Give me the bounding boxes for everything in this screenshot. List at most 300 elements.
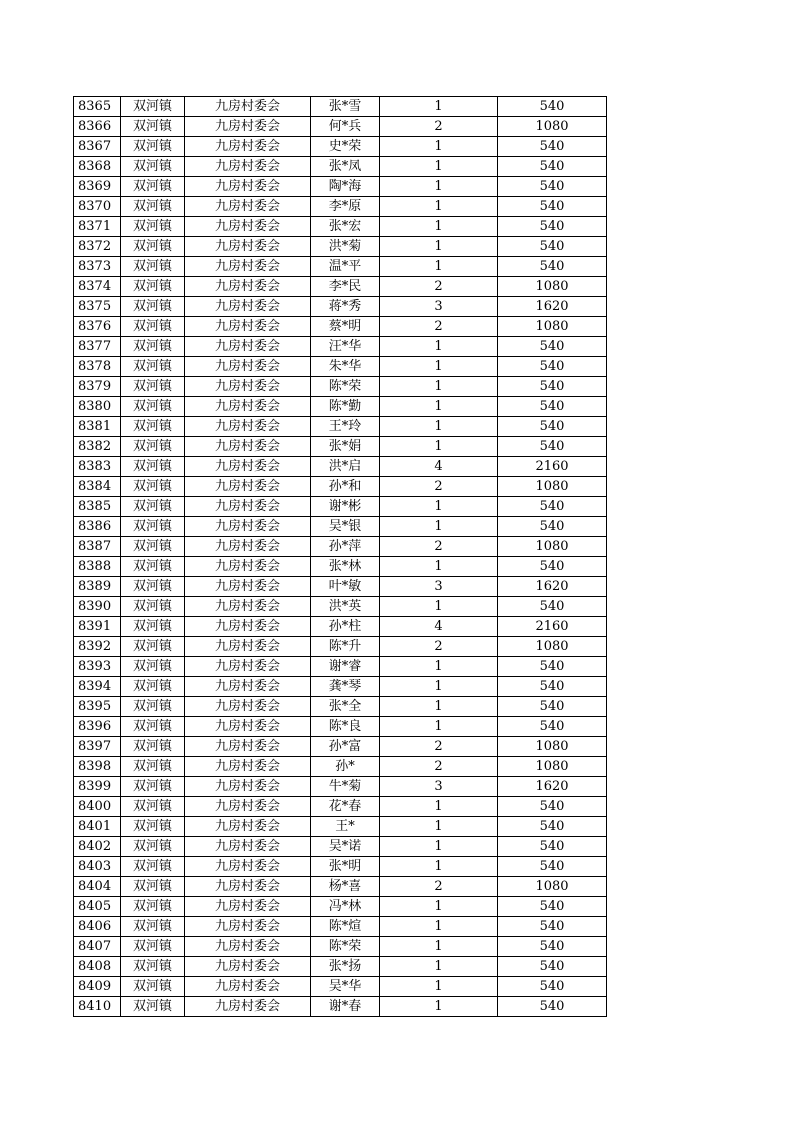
household-count-cell: 1 [380, 437, 498, 457]
amount-cell: 540 [498, 657, 607, 677]
village-committee-cell: 九房村委会 [185, 877, 311, 897]
town-cell: 双河镇 [121, 537, 185, 557]
amount-cell: 1080 [498, 757, 607, 777]
name-cell: 张*全 [311, 697, 380, 717]
table-row [74, 977, 607, 997]
village-committee-cell: 九房村委会 [185, 277, 311, 297]
amount-cell: 1080 [498, 537, 607, 557]
town-cell: 双河镇 [121, 157, 185, 177]
amount-cell: 1080 [498, 317, 607, 337]
household-count-cell: 1 [380, 157, 498, 177]
village-committee-cell: 九房村委会 [185, 977, 311, 997]
amount-cell: 540 [498, 97, 607, 117]
household-count-cell: 2 [380, 477, 498, 497]
town-cell: 双河镇 [121, 497, 185, 517]
household-count-cell: 3 [380, 577, 498, 597]
name-cell: 张*娟 [311, 437, 380, 457]
row-number-cell: 8405 [74, 897, 121, 917]
row-number-cell: 8385 [74, 497, 121, 517]
town-cell: 双河镇 [121, 377, 185, 397]
row-number-cell: 8366 [74, 117, 121, 137]
name-cell: 洪*启 [311, 457, 380, 477]
village-committee-cell: 九房村委会 [185, 137, 311, 157]
table-row [74, 397, 607, 417]
name-cell: 王* [311, 817, 380, 837]
amount-cell: 2160 [498, 457, 607, 477]
table-row [74, 717, 607, 737]
household-count-cell: 1 [380, 137, 498, 157]
table-row [74, 97, 607, 117]
amount-cell: 540 [498, 677, 607, 697]
village-committee-cell: 九房村委会 [185, 617, 311, 637]
village-committee-cell: 九房村委会 [185, 357, 311, 377]
name-cell: 吴*诺 [311, 837, 380, 857]
row-number-cell: 8374 [74, 277, 121, 297]
table-row [74, 957, 607, 977]
table-row [74, 697, 607, 717]
household-count-cell: 1 [380, 917, 498, 937]
table-row [74, 257, 607, 277]
amount-cell: 540 [498, 157, 607, 177]
village-committee-cell: 九房村委会 [185, 497, 311, 517]
household-count-cell: 2 [380, 637, 498, 657]
table-row [74, 917, 607, 937]
row-number-cell: 8389 [74, 577, 121, 597]
town-cell: 双河镇 [121, 457, 185, 477]
table-row [74, 937, 607, 957]
amount-cell: 540 [498, 997, 607, 1017]
amount-cell: 540 [498, 217, 607, 237]
amount-cell: 540 [498, 257, 607, 277]
village-committee-cell: 九房村委会 [185, 857, 311, 877]
village-committee-cell: 九房村委会 [185, 117, 311, 137]
table-row [74, 597, 607, 617]
town-cell: 双河镇 [121, 277, 185, 297]
subsidy-table [73, 96, 607, 1017]
village-committee-cell: 九房村委会 [185, 177, 311, 197]
row-number-cell: 8386 [74, 517, 121, 537]
town-cell: 双河镇 [121, 597, 185, 617]
town-cell: 双河镇 [121, 397, 185, 417]
amount-cell: 540 [498, 717, 607, 737]
table-row [74, 797, 607, 817]
row-number-cell: 8403 [74, 857, 121, 877]
household-count-cell: 2 [380, 317, 498, 337]
name-cell: 陈*良 [311, 717, 380, 737]
town-cell: 双河镇 [121, 797, 185, 817]
table-row [74, 117, 607, 137]
row-number-cell: 8380 [74, 397, 121, 417]
village-committee-cell: 九房村委会 [185, 897, 311, 917]
table-row [74, 217, 607, 237]
name-cell: 杨*喜 [311, 877, 380, 897]
row-number-cell: 8378 [74, 357, 121, 377]
name-cell: 孙*富 [311, 737, 380, 757]
amount-cell: 1080 [498, 277, 607, 297]
name-cell: 何*兵 [311, 117, 380, 137]
row-number-cell: 8388 [74, 557, 121, 577]
town-cell: 双河镇 [121, 177, 185, 197]
row-number-cell: 8370 [74, 197, 121, 217]
village-committee-cell: 九房村委会 [185, 217, 311, 237]
household-count-cell: 1 [380, 977, 498, 997]
amount-cell: 1080 [498, 477, 607, 497]
row-number-cell: 8375 [74, 297, 121, 317]
household-count-cell: 2 [380, 757, 498, 777]
name-cell: 蔡*明 [311, 317, 380, 337]
amount-cell: 540 [498, 497, 607, 517]
name-cell: 朱*华 [311, 357, 380, 377]
amount-cell: 540 [498, 397, 607, 417]
name-cell: 王*玲 [311, 417, 380, 437]
household-count-cell: 4 [380, 457, 498, 477]
town-cell: 双河镇 [121, 297, 185, 317]
town-cell: 双河镇 [121, 637, 185, 657]
village-committee-cell: 九房村委会 [185, 537, 311, 557]
village-committee-cell: 九房村委会 [185, 937, 311, 957]
name-cell: 李*民 [311, 277, 380, 297]
table-body [74, 97, 607, 1017]
row-number-cell: 8383 [74, 457, 121, 477]
household-count-cell: 1 [380, 97, 498, 117]
town-cell: 双河镇 [121, 237, 185, 257]
village-committee-cell: 九房村委会 [185, 997, 311, 1017]
town-cell: 双河镇 [121, 417, 185, 437]
household-count-cell: 4 [380, 617, 498, 637]
household-count-cell: 1 [380, 697, 498, 717]
table-row [74, 437, 607, 457]
row-number-cell: 8369 [74, 177, 121, 197]
name-cell: 陈*荣 [311, 377, 380, 397]
town-cell: 双河镇 [121, 357, 185, 377]
name-cell: 孙*和 [311, 477, 380, 497]
name-cell: 李*原 [311, 197, 380, 217]
village-committee-cell: 九房村委会 [185, 97, 311, 117]
household-count-cell: 2 [380, 737, 498, 757]
village-committee-cell: 九房村委会 [185, 557, 311, 577]
town-cell: 双河镇 [121, 477, 185, 497]
table-row [74, 537, 607, 557]
amount-cell: 1080 [498, 877, 607, 897]
name-cell: 孙*萍 [311, 537, 380, 557]
town-cell: 双河镇 [121, 837, 185, 857]
household-count-cell: 1 [380, 557, 498, 577]
name-cell: 陶*海 [311, 177, 380, 197]
household-count-cell: 1 [380, 957, 498, 977]
amount-cell: 540 [498, 917, 607, 937]
name-cell: 张*凤 [311, 157, 380, 177]
name-cell: 张*明 [311, 857, 380, 877]
household-count-cell: 1 [380, 837, 498, 857]
village-committee-cell: 九房村委会 [185, 737, 311, 757]
name-cell: 谢*彬 [311, 497, 380, 517]
name-cell: 汪*华 [311, 337, 380, 357]
town-cell: 双河镇 [121, 757, 185, 777]
row-number-cell: 8365 [74, 97, 121, 117]
row-number-cell: 8398 [74, 757, 121, 777]
row-number-cell: 8377 [74, 337, 121, 357]
row-number-cell: 8371 [74, 217, 121, 237]
town-cell: 双河镇 [121, 697, 185, 717]
table-row [74, 377, 607, 397]
town-cell: 双河镇 [121, 957, 185, 977]
name-cell: 陈*勤 [311, 397, 380, 417]
row-number-cell: 8372 [74, 237, 121, 257]
town-cell: 双河镇 [121, 677, 185, 697]
table-row [74, 757, 607, 777]
village-committee-cell: 九房村委会 [185, 237, 311, 257]
name-cell: 吴*华 [311, 977, 380, 997]
village-committee-cell: 九房村委会 [185, 797, 311, 817]
household-count-cell: 1 [380, 377, 498, 397]
amount-cell: 540 [498, 797, 607, 817]
row-number-cell: 8393 [74, 657, 121, 677]
table-row [74, 357, 607, 377]
table-row [74, 897, 607, 917]
amount-cell: 540 [498, 357, 607, 377]
row-number-cell: 8401 [74, 817, 121, 837]
table-row [74, 317, 607, 337]
household-count-cell: 1 [380, 797, 498, 817]
household-count-cell: 1 [380, 257, 498, 277]
town-cell: 双河镇 [121, 877, 185, 897]
amount-cell: 540 [498, 557, 607, 577]
household-count-cell: 1 [380, 677, 498, 697]
town-cell: 双河镇 [121, 257, 185, 277]
household-count-cell: 2 [380, 117, 498, 137]
household-count-cell: 1 [380, 897, 498, 917]
table-row [74, 617, 607, 637]
household-count-cell: 1 [380, 717, 498, 737]
town-cell: 双河镇 [121, 437, 185, 457]
amount-cell: 540 [498, 337, 607, 357]
amount-cell: 540 [498, 937, 607, 957]
row-number-cell: 8382 [74, 437, 121, 457]
village-committee-cell: 九房村委会 [185, 397, 311, 417]
village-committee-cell: 九房村委会 [185, 377, 311, 397]
name-cell: 陈*煊 [311, 917, 380, 937]
town-cell: 双河镇 [121, 857, 185, 877]
name-cell: 史*荣 [311, 137, 380, 157]
household-count-cell: 2 [380, 537, 498, 557]
amount-cell: 540 [498, 857, 607, 877]
row-number-cell: 8395 [74, 697, 121, 717]
town-cell: 双河镇 [121, 557, 185, 577]
household-count-cell: 3 [380, 297, 498, 317]
table-row [74, 777, 607, 797]
town-cell: 双河镇 [121, 117, 185, 137]
town-cell: 双河镇 [121, 917, 185, 937]
amount-cell: 540 [498, 817, 607, 837]
village-committee-cell: 九房村委会 [185, 697, 311, 717]
village-committee-cell: 九房村委会 [185, 297, 311, 317]
table-row [74, 637, 607, 657]
name-cell: 谢*春 [311, 997, 380, 1017]
amount-cell: 1620 [498, 777, 607, 797]
household-count-cell: 3 [380, 777, 498, 797]
town-cell: 双河镇 [121, 97, 185, 117]
amount-cell: 540 [498, 197, 607, 217]
table-row [74, 237, 607, 257]
amount-cell: 540 [498, 517, 607, 537]
row-number-cell: 8396 [74, 717, 121, 737]
table-row [74, 737, 607, 757]
amount-cell: 2160 [498, 617, 607, 637]
name-cell: 张*宏 [311, 217, 380, 237]
row-number-cell: 8390 [74, 597, 121, 617]
name-cell: 张*林 [311, 557, 380, 577]
row-number-cell: 8400 [74, 797, 121, 817]
name-cell: 洪*英 [311, 597, 380, 617]
household-count-cell: 1 [380, 817, 498, 837]
name-cell: 温*平 [311, 257, 380, 277]
town-cell: 双河镇 [121, 997, 185, 1017]
household-count-cell: 1 [380, 337, 498, 357]
amount-cell: 540 [498, 697, 607, 717]
household-count-cell: 1 [380, 177, 498, 197]
amount-cell: 540 [498, 957, 607, 977]
village-committee-cell: 九房村委会 [185, 157, 311, 177]
table-row [74, 997, 607, 1017]
amount-cell: 540 [498, 417, 607, 437]
name-cell: 冯*林 [311, 897, 380, 917]
name-cell: 孙*柱 [311, 617, 380, 637]
town-cell: 双河镇 [121, 197, 185, 217]
town-cell: 双河镇 [121, 977, 185, 997]
village-committee-cell: 九房村委会 [185, 577, 311, 597]
name-cell: 叶*敏 [311, 577, 380, 597]
village-committee-cell: 九房村委会 [185, 637, 311, 657]
town-cell: 双河镇 [121, 517, 185, 537]
row-number-cell: 8384 [74, 477, 121, 497]
amount-cell: 1080 [498, 637, 607, 657]
village-committee-cell: 九房村委会 [185, 817, 311, 837]
table-row [74, 517, 607, 537]
town-cell: 双河镇 [121, 317, 185, 337]
table-row [74, 497, 607, 517]
row-number-cell: 8402 [74, 837, 121, 857]
town-cell: 双河镇 [121, 577, 185, 597]
village-committee-cell: 九房村委会 [185, 417, 311, 437]
name-cell: 吴*银 [311, 517, 380, 537]
row-number-cell: 8404 [74, 877, 121, 897]
town-cell: 双河镇 [121, 817, 185, 837]
household-count-cell: 1 [380, 997, 498, 1017]
row-number-cell: 8373 [74, 257, 121, 277]
table-row [74, 557, 607, 577]
table-row [74, 857, 607, 877]
table-row [74, 677, 607, 697]
name-cell: 孙* [311, 757, 380, 777]
household-count-cell: 1 [380, 857, 498, 877]
village-committee-cell: 九房村委会 [185, 197, 311, 217]
name-cell: 牛*菊 [311, 777, 380, 797]
name-cell: 花*春 [311, 797, 380, 817]
row-number-cell: 8394 [74, 677, 121, 697]
table-row [74, 817, 607, 837]
amount-cell: 1620 [498, 297, 607, 317]
village-committee-cell: 九房村委会 [185, 257, 311, 277]
row-number-cell: 8368 [74, 157, 121, 177]
table-row [74, 157, 607, 177]
amount-cell: 1080 [498, 117, 607, 137]
row-number-cell: 8376 [74, 317, 121, 337]
table-row [74, 477, 607, 497]
household-count-cell: 1 [380, 497, 498, 517]
town-cell: 双河镇 [121, 737, 185, 757]
amount-cell: 540 [498, 597, 607, 617]
amount-cell: 1080 [498, 737, 607, 757]
town-cell: 双河镇 [121, 897, 185, 917]
household-count-cell: 1 [380, 517, 498, 537]
amount-cell: 540 [498, 897, 607, 917]
name-cell: 陈*升 [311, 637, 380, 657]
household-count-cell: 1 [380, 357, 498, 377]
amount-cell: 540 [498, 977, 607, 997]
household-count-cell: 1 [380, 217, 498, 237]
row-number-cell: 8392 [74, 637, 121, 657]
name-cell: 张*雪 [311, 97, 380, 117]
amount-cell: 540 [498, 177, 607, 197]
row-number-cell: 8399 [74, 777, 121, 797]
village-committee-cell: 九房村委会 [185, 917, 311, 937]
town-cell: 双河镇 [121, 657, 185, 677]
name-cell: 洪*菊 [311, 237, 380, 257]
household-count-cell: 1 [380, 397, 498, 417]
village-committee-cell: 九房村委会 [185, 957, 311, 977]
household-count-cell: 1 [380, 657, 498, 677]
table-row [74, 277, 607, 297]
row-number-cell: 8367 [74, 137, 121, 157]
table-row [74, 837, 607, 857]
row-number-cell: 8381 [74, 417, 121, 437]
amount-cell: 540 [498, 137, 607, 157]
village-committee-cell: 九房村委会 [185, 677, 311, 697]
name-cell: 张*扬 [311, 957, 380, 977]
household-count-cell: 1 [380, 937, 498, 957]
name-cell: 陈*荣 [311, 937, 380, 957]
amount-cell: 1620 [498, 577, 607, 597]
table-row [74, 177, 607, 197]
village-committee-cell: 九房村委会 [185, 657, 311, 677]
row-number-cell: 8408 [74, 957, 121, 977]
table-row [74, 577, 607, 597]
village-committee-cell: 九房村委会 [185, 597, 311, 617]
table-row [74, 337, 607, 357]
village-committee-cell: 九房村委会 [185, 457, 311, 477]
name-cell: 谢*睿 [311, 657, 380, 677]
town-cell: 双河镇 [121, 217, 185, 237]
village-committee-cell: 九房村委会 [185, 437, 311, 457]
household-count-cell: 1 [380, 597, 498, 617]
table-row [74, 417, 607, 437]
row-number-cell: 8397 [74, 737, 121, 757]
town-cell: 双河镇 [121, 337, 185, 357]
amount-cell: 540 [498, 237, 607, 257]
village-committee-cell: 九房村委会 [185, 517, 311, 537]
table-row [74, 137, 607, 157]
town-cell: 双河镇 [121, 137, 185, 157]
amount-cell: 540 [498, 437, 607, 457]
amount-cell: 540 [498, 837, 607, 857]
row-number-cell: 8410 [74, 997, 121, 1017]
village-committee-cell: 九房村委会 [185, 477, 311, 497]
town-cell: 双河镇 [121, 717, 185, 737]
town-cell: 双河镇 [121, 617, 185, 637]
table-row [74, 297, 607, 317]
table-row [74, 877, 607, 897]
village-committee-cell: 九房村委会 [185, 337, 311, 357]
